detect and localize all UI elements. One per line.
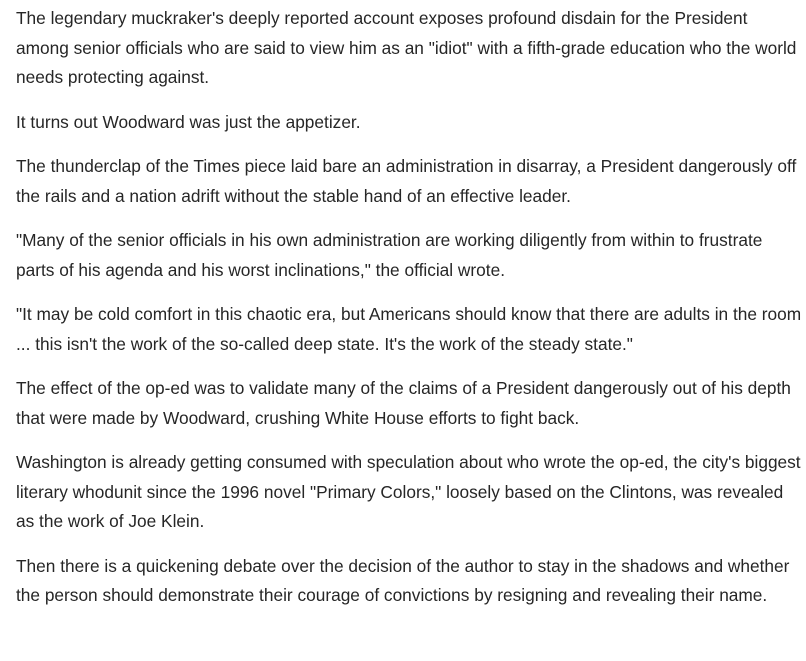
article-paragraph: The effect of the op-ed was to validate many of the claims of a President dangerously out of his depth that were made by Woodward, crushing White House efforts to fight back. [16,378,791,428]
article-body [16,4,802,626]
article-paragraph: The legendary muckraker's deeply reported account exposes profound disdain for the President among senior officials who are said to view him as an "idiot" with a fifth-grade education who the world needs protecting against. [16,8,797,87]
article-paragraph: Washington is already getting consumed with speculation about who wrote the op-ed, the city's biggest literary whodunit since the 1996 novel "Primary Colors," loosely based on the Clintons, was revealed as the work of Joe Klein. [16,452,801,531]
article-paragraph: "It may be cold comfort in this chaotic era, but Americans should know that there are adults in the room ... this isn't the work of the so-called deep state. It's the work of the steady state." [16,304,802,354]
article-paragraph: It turns out Woodward was just the appetizer. [16,111,361,132]
article-paragraph: The thunderclap of the Times piece laid bare an administration in disarray, a President dangerously off the rails and a nation adrift without the stable hand of an effective leader. [16,156,797,206]
article-paragraph: Then there is a quickening debate over the decision of the author to stay in the shadows and whether the person should demonstrate their courage of convictions by resigning and revealing their name. [16,555,790,605]
article-paragraph: "Many of the senior officials in his own administration are working diligently from within to frustrate parts of his agenda and his worst inclinations," the official wrote. [16,230,763,280]
